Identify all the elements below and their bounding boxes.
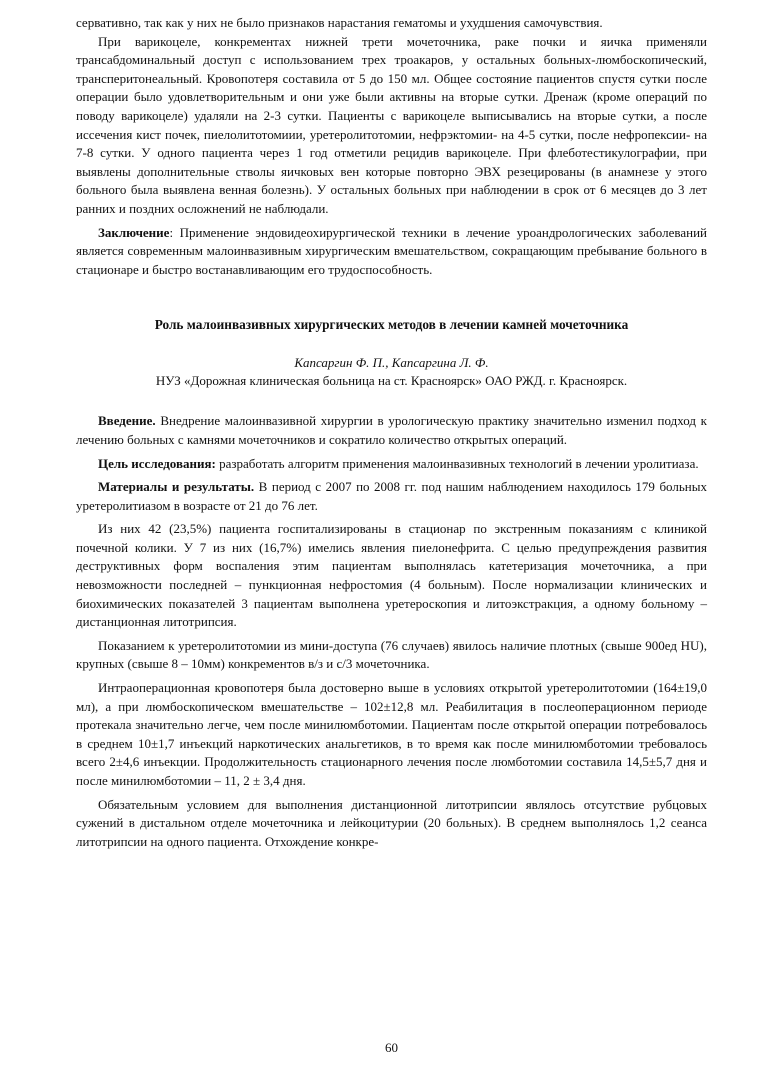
article-affiliation: НУЗ «Дорожная клиническая больница на ст. Красноярск» ОАО РЖД. г. Красноярск. <box>155 373 628 389</box>
paragraph-continuation: сервативно, так как у них не было признаков нарастания гематомы и ухудшения самочувствия. <box>76 15 603 30</box>
materials-label: Материалы и результаты. <box>98 479 255 495</box>
aim-text: разработать алгоритм применения малоинвазивных технологий в лечении уролитиаза. <box>215 455 699 471</box>
conclusion-text: : Применение эндовидеохирургической техники в лечение уроандрологических заболеваний является современным малоинвазивным хирургическим вмешательством, сокращающим пребывание больного в стационаре и быстро востанавливающим его трудоспособность. <box>76 224 707 277</box>
materials-text: В период с 2007 по 2008 гг. под нашим наблюдением находилось 179 больных уретеролитиазом в возрасте от 21 до 76 лет. <box>76 479 707 513</box>
text-column <box>76 14 707 851</box>
paragraph-indications: Показанием к уретеролитотомии из мини-доступа (76 случаев) явилось наличие плотных (свыше 900ед HU), крупных (свыше 8 – 10мм) конкрементов в/з и с/3 мочеточника. <box>76 637 707 672</box>
paragraph-blood-loss: Интраоперационная кровопотеря была достоверно выше в условиях открытой уретеролитотомии (164±19,0 мл), а при люмбоскопическом вмешательстве – 102±12,8 мл. Реабилитация в послеоперационном периоде протекала значительно легче, чем после минилюмботомии. Пациентам после открытой операции потребовалось в среднем 10±1,7 инъекций наркотических анальгетиков, в то время как после минилюмботомии требовалось всего 2±4,6 инъекции. Продолжительность стационарного лечения после люмботомии составила 14,5±5,7 дня и после минилюмботомии – 11, 2 ± 3,4 дня. <box>76 680 707 788</box>
article-title: Роль малоинвазивных хирургических методов в лечении камней мочеточника <box>154 317 629 333</box>
page-number: 60 <box>385 1040 398 1055</box>
paragraph-conclusion <box>76 224 707 280</box>
conclusion-label: Заключение <box>98 224 170 240</box>
intro-label: Введение. <box>98 413 156 429</box>
article-authors: Капсаргин Ф. П., Капсаргина Л. Ф. <box>294 355 489 371</box>
paragraph-aim <box>76 455 707 474</box>
paragraph-patients: Из них 42 (23,5%) пациента госпитализированы в стационар по экстренным показаниям с клиникой почечной колики. У 7 из них (16,7%) имелись явления пиелонефрита. С целью предупреждения развития деструктивных форм воспаления этим пациентам выполнялась катетеризация мочеточника, а при невозможности последней – пункционная нефростомия (4 больным). После нормализации клинических и биохимических показателей 3 пациентам выполнена уретероскопия и литоэкстракция, а одному больному – дистанционная литотрипсия. <box>76 521 707 630</box>
paragraph-lithotripsy: Обязательным условием для выполнения дистанционной литотрипсии являлось отсутствие рубцовых сужений в дистальном отделе мочеточника и лейкоцитурии (20 больных). В среднем выполнялось 1,2 сеанса литотрипсии на одного пациента. Отхождение конкре- <box>76 796 707 849</box>
paragraph-results: При варикоцеле, конкрементах нижней трети мочеточника, раке почки и яичка применяли трансабдоминальный доступ с использованием трех троакаров, у остальных больных-люмбоскопический, трансперитонеальный. Кровопотеря составила от 5 до 150 мл. Общее состояние пациентов спустя сутки после операции было удовлетворительным и они уже были активны на вторые сутки. Дренаж (кроме операций по поводу варикоцеле) удаляли на 2-3 сутки. Пациенты с варикоцеле выписывались на вторые сутки, а после иссечения кист почек, пиелолитотомиии, уретеролитотомии, нефрэктомии- на 4-5 сутки, после нефропексии- на 7-8 сутки. У одного пациента через 1 год отметили рецидив варикоцеле. При флеботестикулографии, при выявлены дополнительные стволы яичковых вен которые повторно ЭВХ резецированы (в анамнезе у этого больного была выявлена венная болезнь). У остальных больных при наблюдении в срок от 6 месяцев до 3 лет ранних и поздних осложнений не наблюдали. <box>76 33 707 216</box>
intro-text: Внедрение малоинвазивной хирургии в урологическую практику значительно изменил подход к лечению больных с камнями мочеточников и сократило количество открытых операций. <box>76 413 707 447</box>
paragraph-introduction <box>76 412 707 449</box>
aim-label: Цель исследования: <box>98 455 216 471</box>
paragraph-materials <box>76 478 707 515</box>
